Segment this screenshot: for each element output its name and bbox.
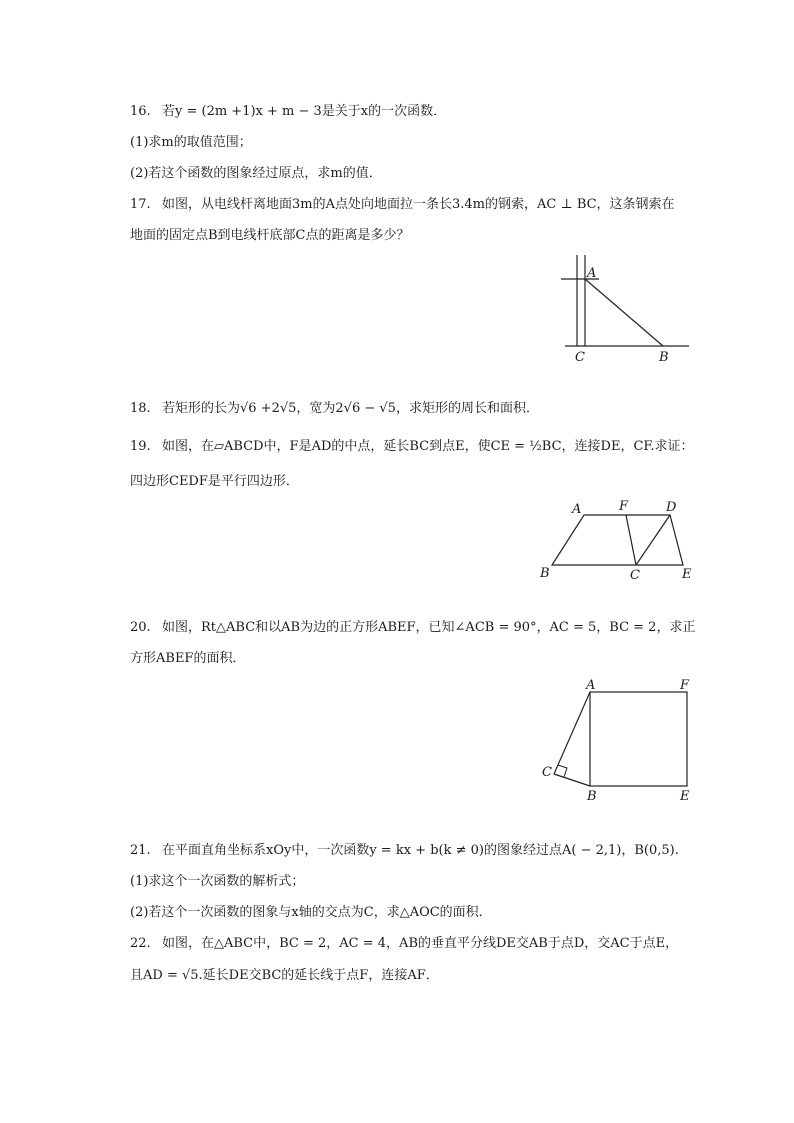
problem-20-figure: [535, 672, 700, 807]
segment-dc: [636, 515, 670, 565]
label-a: A: [572, 502, 582, 517]
problem-22-line1: [130, 934, 678, 954]
problem-text: 若y = (2m +1)x + m − 3是关于x的一次函数．: [162, 104, 447, 119]
label-b: B: [587, 789, 597, 804]
problem-text: 如图，在▱ABCD中，F是AD的中点，延长BC到点E，使CE = ½BC，连接DE，CF.求证：: [162, 439, 694, 454]
problem-17-line1: [130, 195, 675, 215]
label-e: E: [680, 789, 690, 804]
problem-number: 17.: [130, 197, 151, 212]
problem-21-part1: (1)求这个一次函数的解析式；: [130, 874, 305, 889]
problem-text: 如图，Rt△ABC和以AB为边的正方形ABEF，已知∠ACB = 90°，AC = 5，BC = 2，求正: [162, 620, 696, 635]
problem-20-line1: [130, 618, 695, 638]
segment-cb: [554, 774, 590, 786]
label-f: F: [680, 678, 690, 693]
problem-text: 若矩形的长为√6 +2√5，宽为2√6 − √5，求矩形的周长和面积．: [162, 401, 539, 416]
label-b: B: [659, 350, 669, 365]
segment-ac: [554, 692, 590, 774]
problem-21-stem: [130, 841, 679, 861]
problem-text: 如图，从电线杆离地面3m的A点处向地面拉一条长3.4m的钢索，AC ⊥ BC，这条钢索在: [162, 197, 675, 212]
label-b: B: [540, 566, 550, 581]
problem-number: 22.: [130, 936, 151, 951]
problem-number: 21.: [130, 843, 151, 858]
square-abef: [590, 692, 687, 786]
label-d: D: [666, 500, 677, 515]
problem-text: 如图，在△ABC中，BC = 2，AC = 4，AB的垂直平分线DE交AB于点D，交AC于点E，: [162, 936, 679, 951]
quadrilateral-abed: [552, 515, 683, 565]
problem-text: 在平面直角坐标系xOy中，一次函数y = kx + b(k ≠ 0)的图象经过点A( − 2,1)，B(0,5).: [162, 843, 679, 858]
label-a: A: [587, 266, 597, 281]
problem-19-line1: [130, 437, 694, 457]
problem-21-part2: (2)若这个一次函数的图象与x轴的交点为C，求△AOC的面积．: [130, 905, 492, 920]
label-c: C: [630, 568, 640, 583]
label-f: F: [619, 499, 629, 514]
cable-ab: [585, 279, 663, 346]
problem-number: 16.: [130, 104, 151, 119]
problem-number: 18.: [130, 401, 151, 416]
problem-19-figure: [535, 495, 700, 585]
problem-17-line2: 地面的固定点B到电线杆底部C点的距离是多少？: [130, 228, 410, 243]
problem-number: 19.: [130, 439, 151, 454]
label-e: E: [682, 567, 692, 582]
problem-17-figure: [555, 255, 695, 365]
problem-20-line2: 方形ABEF的面积．: [130, 651, 246, 666]
label-c: C: [542, 765, 552, 780]
problem-16-part2: (2)若这个函数的图象经过原点，求m的值．: [130, 166, 382, 181]
problem-16-stem: [130, 102, 446, 122]
label-a: A: [586, 678, 596, 693]
problem-22-line2: 且AD = √5.延长DE交BC的延长线于点F，连接AF．: [130, 968, 439, 983]
segment-fc: [626, 515, 636, 565]
problem-16-part1: (1)求m的取值范围；: [130, 135, 252, 150]
label-c: C: [575, 350, 585, 365]
problem-number: 20.: [130, 620, 151, 635]
problem-18: [130, 399, 539, 419]
problem-19-line2: 四边形CEDF是平行四边形．: [130, 474, 299, 489]
